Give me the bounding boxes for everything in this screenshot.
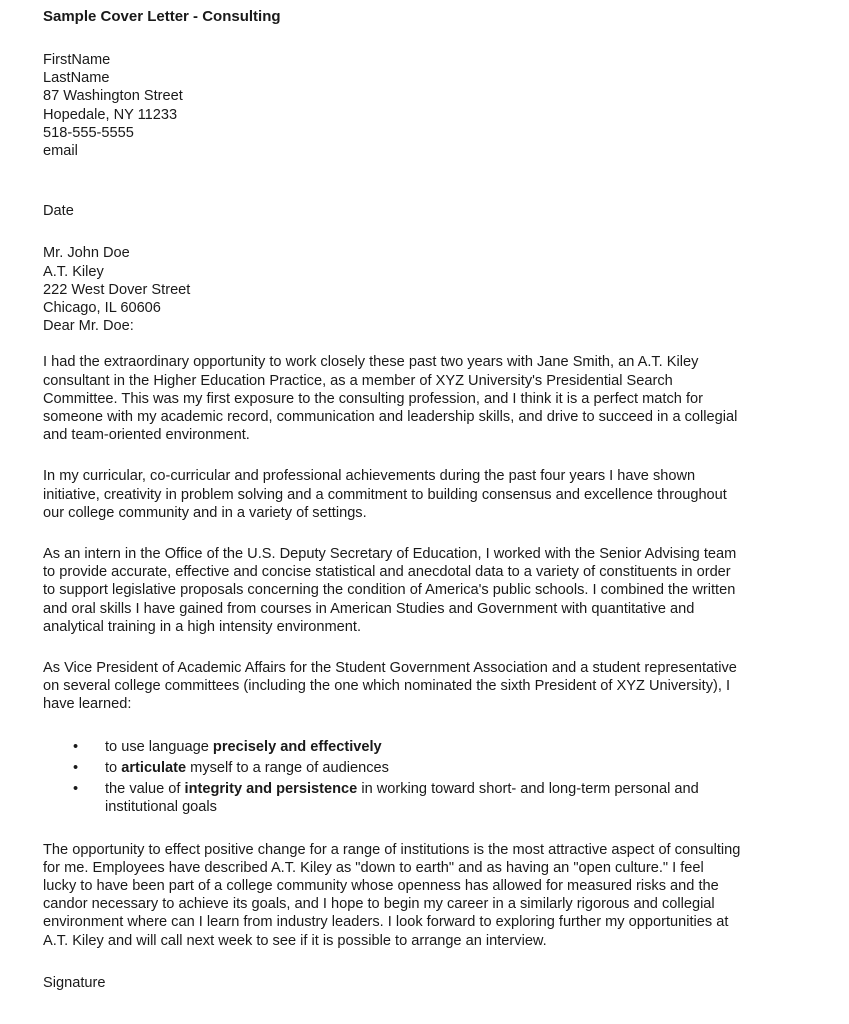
sender-city: Hopedale, NY 11233	[43, 106, 178, 123]
recipient-company: A.T. Kiley	[43, 263, 104, 280]
p4-line-1: As Vice President of Academic Affairs for the Student Government Association and a student representative	[43, 660, 737, 677]
recipient-name: Mr. John Doe	[43, 245, 130, 262]
p3-line-5: analytical training in a high intensity environment.	[43, 618, 361, 635]
bullet-text-continued: institutional goals	[105, 799, 217, 816]
list-item	[43, 738, 833, 756]
bullet-bold-text: articulate	[121, 759, 187, 776]
sender-last-name: LastName	[43, 70, 110, 87]
p2-line-2: initiative, creativity in problem solving and a commitment to building consensus and excellence throughout	[43, 486, 727, 503]
bullet-bold-text: integrity and persistence	[184, 781, 358, 798]
sender-phone: 518-555-5555	[43, 124, 134, 141]
salutation: Dear Mr. Doe:	[43, 318, 134, 335]
p1-line-1: I had the extraordinary opportunity to work closely these past two years with Jane Smith, an A.T. Kiley	[43, 354, 699, 371]
closing-line-5: environment where can I learn from industry leaders. I look forward to exploring further my opportunities at	[43, 914, 729, 931]
recipient-address	[43, 244, 833, 335]
recipient-street: 222 West Dover Street	[43, 281, 191, 298]
p4-line-3: have learned:	[43, 696, 132, 713]
closing-line-4: candor necessary to achieve its goals, and I hope to begin my career in a similarly rigorous and collegial	[43, 896, 715, 913]
letter-date: Date	[43, 203, 74, 220]
sender-address	[43, 51, 833, 160]
bullet-text: the value of	[105, 781, 185, 798]
p2-line-1: In my curricular, co-curricular and professional achievements during the past four years I have shown	[43, 468, 696, 485]
paragraph-2	[43, 467, 833, 522]
bullet-icon: •	[73, 759, 79, 776]
closing-paragraph	[43, 841, 833, 950]
p3-line-4: and oral skills I have gained from courses in American Studies and Government with quantitative and	[43, 600, 695, 617]
p3-line-1: As an intern in the Office of the U.S. Deputy Secretary of Education, I worked with the Senior Advising team	[43, 546, 737, 563]
sender-email: email	[43, 143, 78, 160]
p1-line-5: and team-oriented environment.	[43, 427, 250, 444]
skills-list	[43, 738, 833, 817]
sender-street: 87 Washington Street	[43, 88, 183, 105]
bullet-icon: •	[73, 781, 79, 798]
p3-line-3: to support legislative proposals concerning the condition of America's public schools. I combined the written	[43, 582, 736, 599]
list-item	[43, 759, 833, 777]
closing-line-2: for me. Employees have described A.T. Kiley as "down to earth" and as having an "open culture." I feel	[43, 859, 704, 876]
list-item	[43, 780, 833, 816]
paragraph-1	[43, 353, 833, 444]
bullet-icon: •	[73, 738, 79, 755]
paragraph-3	[43, 545, 833, 636]
p3-line-2: to provide accurate, effective and concise statistical and anecdotal data to a variety of constituents in order	[43, 564, 731, 581]
signature: Signature	[43, 974, 106, 991]
p4-line-2: on several college committees (including the one which nominated the sixth President of XYZ University), I	[43, 678, 731, 695]
letter-page	[43, 8, 833, 992]
closing-line-6: A.T. Kiley and will call next week to see if it is possible to arrange an interview.	[43, 932, 547, 949]
p1-line-3: Committee. This was my first exposure to the consulting profession, and I think it is a perfect match for	[43, 390, 703, 407]
closing-line-3: lucky to have been part of a college community whose openness has allowed for measured risks and the	[43, 877, 719, 894]
bullet-text: to use language	[105, 738, 213, 755]
p2-line-3: our college community and in a variety of settings.	[43, 504, 367, 521]
closing-line-1: The opportunity to effect positive change for a range of institutions is the most attractive aspect of consulting	[43, 841, 741, 858]
p1-line-2: consultant in the Higher Education Practice, as a member of XYZ University's Presidential Search	[43, 372, 673, 389]
bullet-text-after: in working toward short- and long-term personal and	[357, 781, 699, 798]
bullet-text: to	[105, 759, 122, 776]
document-title: Sample Cover Letter - Consulting	[43, 8, 281, 25]
paragraph-4	[43, 659, 833, 714]
recipient-city: Chicago, IL 60606	[43, 300, 161, 317]
p1-line-4: someone with my academic record, communication and leadership skills, and drive to succeed in a collegial	[43, 409, 738, 426]
bullet-bold-text: precisely and effectively	[212, 738, 382, 755]
sender-first-name: FirstName	[43, 52, 111, 68]
bullet-text-after: myself to a range of audiences	[186, 759, 389, 776]
